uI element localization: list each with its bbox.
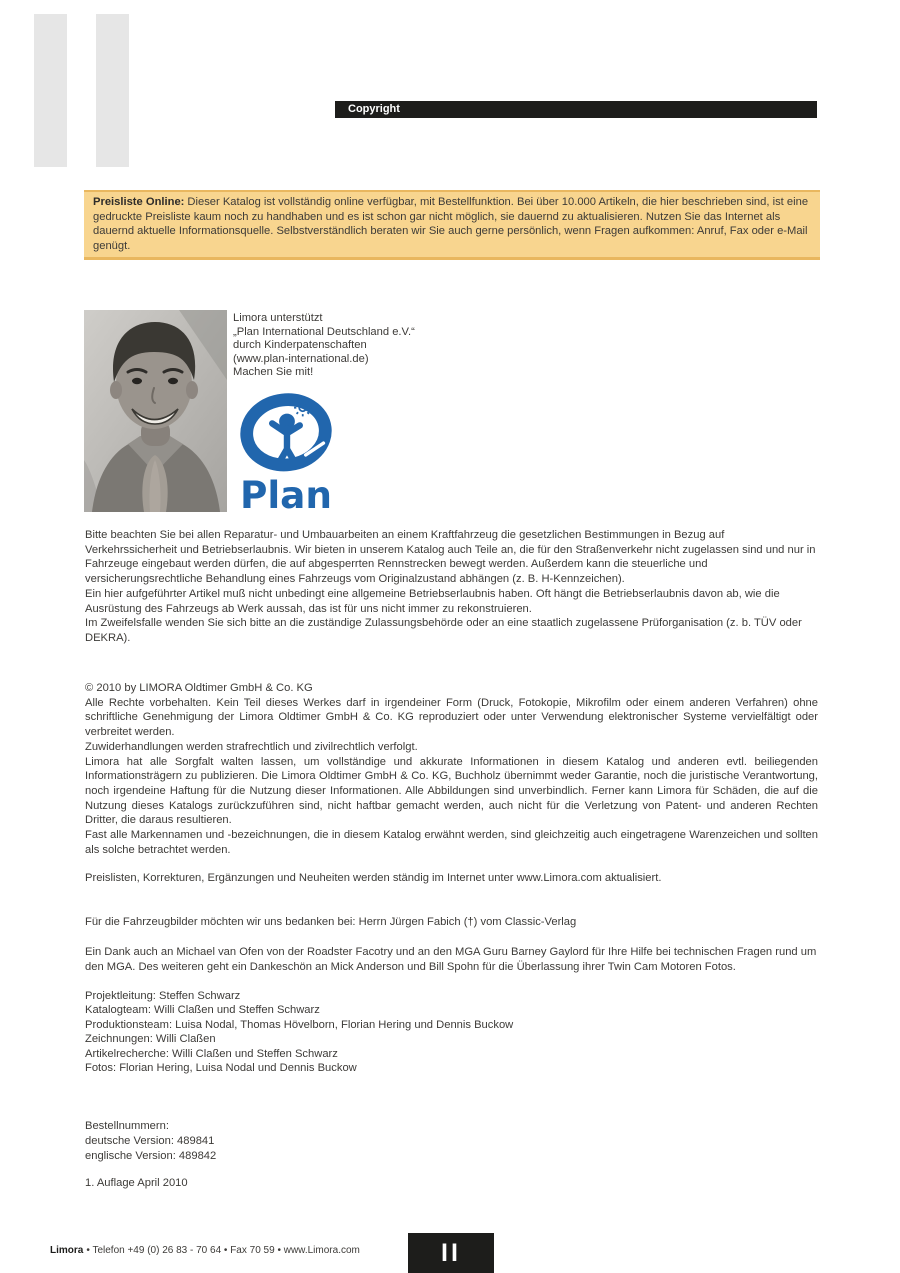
- credit-line: Zeichnungen: Willi Claßen: [85, 1033, 216, 1046]
- credit-line: Artikelrecherche: Willi Claßen und Steffen Schwarz: [85, 1047, 338, 1060]
- legal-paragraphs: [85, 681, 818, 857]
- plan-support-text: [233, 312, 415, 380]
- plan-line: Machen Sie mit!: [233, 366, 314, 378]
- plan-logo-icon: [236, 387, 336, 515]
- paragraph: Zuwiderhandlungen werden strafrechtlich und zivilrechtlich verfolgt.: [85, 740, 418, 753]
- regulatory-paragraphs: [85, 528, 818, 646]
- order-numbers-heading: Bestellnummern:: [85, 1120, 169, 1132]
- page-numeral-bar-right: [96, 14, 129, 167]
- plan-line: durch Kinderpatenschaften: [233, 339, 367, 351]
- thanks-photos-line: Für die Fahrzeugbilder möchten wir uns bedanken bei: Herrn Jürgen Fabich (†) vom Classic-Verlag: [85, 916, 577, 928]
- copyright-line: © 2010 by LIMORA Oldtimer GmbH & Co. KG: [85, 682, 313, 694]
- paragraph: Alle Rechte vorbehalten. Kein Teil dieses Werkes darf in irgendeiner Form (Druck, Fotokopie, Mikrofilm oder einem anderen Verfahren) ohne schriftliche Genehmigung der Limora Oldtimer GmbH & Co. KG reproduziert oder unter Verwendung elektronischer Systeme vervielfältigt oder verbreitet werden.: [85, 696, 818, 739]
- paragraph: Limora hat alle Sorgfalt walten lassen, um vollständige und akkurate Informationen in diesem Katalog und anderen evtl. beiliegenden Informationsträgern zu publizieren. Die Limora Oldtimer GmbH & Co. KG, Buchholz übernimmt weder Garantie, noch die juristische Verantwortung, noch irgendeine Haftung für die Nutzung dieser Informationen. Alle Abbildungen sind unverbindlich. Ferner kann Limora für Schäden, die auf die Nutzung dieses Katalogs zurückzuführen sind, nicht haftbar gemacht werden, auch nicht für die Verletzung von Patent- und anderen Rechten Dritter, die daraus resultieren.: [85, 755, 818, 827]
- plan-logo: [236, 387, 336, 515]
- plan-wordmark: Plan: [239, 473, 333, 515]
- plan-line: Limora unterstützt: [233, 312, 323, 324]
- child-photo-illustration: [84, 310, 227, 512]
- footer-brand: Limora: [50, 1245, 84, 1256]
- credits-list: [85, 989, 818, 1075]
- page-number-roman: II: [441, 1238, 461, 1267]
- credit-line: Katalogteam: Willi Claßen und Steffen Schwarz: [85, 1004, 320, 1017]
- page-number-box: [408, 1233, 494, 1273]
- paragraph: Im Zweifelsfalle wenden Sie sich bitte an die zuständige Zulassungsbehörde oder an eine staatlich zugelassene Prüforganisation (z. b. TÜV oder DEKRA).: [85, 617, 802, 644]
- credit-line: Projektleitung: Steffen Schwarz: [85, 990, 241, 1002]
- paragraph: Ein hier aufgeführter Artikel muß nicht unbedingt eine allgemeine Betriebserlaubnis haben. Oft hängt die Betriebserlaubnis davon ab, wie die Ausrüstung des Fahrzeugs ab Werk aussah, das ist für uns nicht immer zu rekonstruieren.: [85, 587, 780, 615]
- page-numeral-bar-left: [34, 14, 67, 167]
- plan-line: „Plan International Deutschland e.V.“: [233, 325, 415, 338]
- thanks-mga-line: Ein Dank auch an Michael van Ofen von der Roadster Facotry und an den MGA Guru Barney Gaylord für Ihre Hilfe bei technischen Fragen rund um den MGA. Des weiteren geht ein Dankeschön an Mick Anderson und Bill Spohn für die Überlassung ihrer Twin Cam Motoren Fotos.: [85, 946, 817, 973]
- paragraph: Bitte beachten Sie bei allen Reparatur- und Umbauarbeiten an einem Kraftfahrzeug die gesetzlichen Bestimmungen in Bezug auf Verkehrssicherheit und Betriebserlaubnis. Wir bieten in unserem Katalog auch Teile an, die für den Straßenverkehr nicht zugelassen sind und nur in Fahrzeuge eingebaut werden dürfen, die auf abgesperrten Rennstrecken bewegt werden. Außerdem kann die steuerliche und versicherungsrechtliche Behandlung eines Fahrzeugs vom Originalzustand abhängen (z. B. H-Kennzeichen).: [85, 529, 816, 586]
- order-number-german: deutsche Version: 489841: [85, 1134, 215, 1147]
- notice-label: Preisliste Online:: [93, 196, 185, 208]
- order-numbers: [85, 1119, 818, 1164]
- child-photo: [84, 310, 227, 512]
- footer-contact: [50, 1245, 360, 1256]
- edition-line: 1. Auflage April 2010: [85, 1177, 188, 1189]
- credit-line: Fotos: Florian Hering, Luisa Nodal und Dennis Buckow: [85, 1062, 357, 1075]
- section-header: [335, 101, 817, 118]
- credit-line: Produktionsteam: Luisa Nodal, Thomas Hövelborn, Florian Hering und Dennis Buckow: [85, 1018, 514, 1031]
- notice-text: Dieser Katalog ist vollständig online verfügbar, mit Bestellfunktion. Bei über 10.000 Artikeln, die hier beschrieben sind, ist eine gedruckte Preisliste kaum noch zu handhaben und es ist schon gar nicht möglich, sie dauernd zu aktualisieren. Nutzen Sie das Internet als dauernd aktuelle Informationsquelle. Selbstverständlich beraten wir Sie auch gerne persönlich, wenn Fragen aufkommen: Anruf, Fax oder e-Mail genügt.: [93, 196, 809, 252]
- price-list-notice: [84, 190, 820, 260]
- plan-line: (www.plan-international.de): [233, 352, 369, 365]
- updates-line: Preislisten, Korrekturen, Ergänzungen und Neuheiten werden ständig im Internet unter www.Limora.com aktualisiert.: [85, 872, 662, 884]
- paragraph: Fast alle Markennamen und -bezeichnungen, die in diesem Katalog erwähnt werden, sind gleichzeitig auch eingetragene Warenzeichen und sollten als solche betrachtet werden.: [85, 829, 818, 856]
- section-title: Copyright: [348, 103, 400, 115]
- order-number-english: englische Version: 489842: [85, 1149, 217, 1162]
- footer-contact-details: • Telefon +49 (0) 26 83 - 70 64 • Fax 70 59 • www.Limora.com: [86, 1245, 360, 1256]
